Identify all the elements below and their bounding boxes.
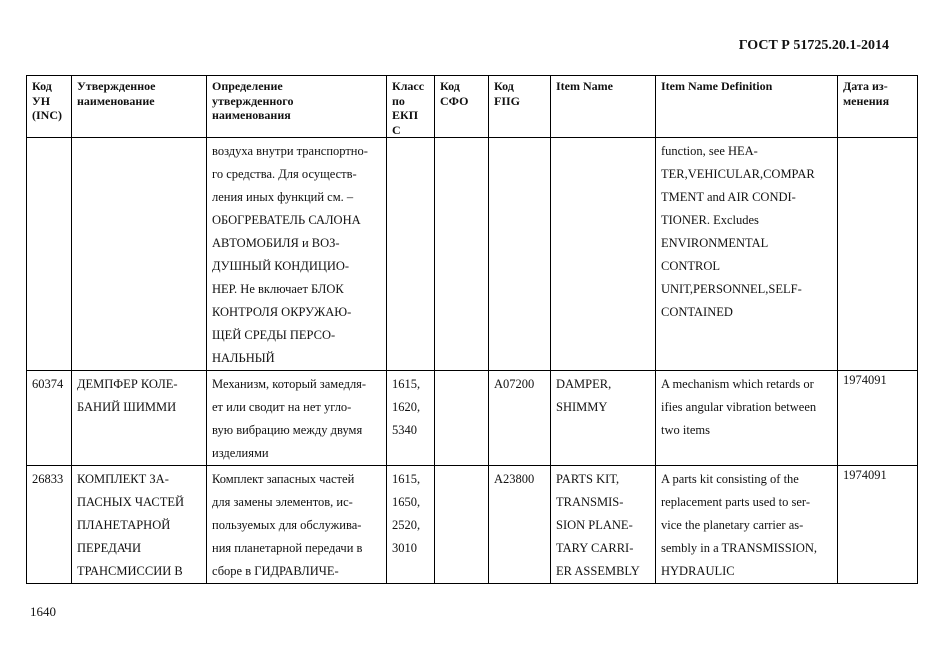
cell-date: 1974091 [838,466,918,584]
table-header-row [27,76,918,138]
cell-approved-name: ДЕМПФЕР КОЛЕ- БАНИЙ ШИММИ [72,371,207,466]
nomenclature-table [26,75,918,584]
cell-fsc [387,138,435,371]
cell-item-definition: function, see HEA- TER,VEHICULAR,COMPAR TMENT and AIR CONDI- TIONER. Excludes ENVIRONMENTAL CONTROL UNIT,PERSONNEL,SELF- CONTAINED [656,138,838,371]
header-change-date: Дата из- менения [838,76,918,138]
table-row [27,371,918,466]
cell-sfo [435,138,489,371]
cell-fsc: 1615, 1620, 5340 [387,371,435,466]
cell-approved-name: КОМПЛЕКТ ЗА- ПАСНЫХ ЧАСТЕЙ ПЛАНЕТАРНОЙ ПЕРЕДАЧИ ТРАНСМИССИИ В [72,466,207,584]
cell-date: 1974091 [838,371,918,466]
cell-inc [27,138,72,371]
cell-inc: 60374 [27,371,72,466]
cell-item-definition: A mechanism which retards or ifies angular vibration between two items [656,371,838,466]
cell-item-name: DAMPER, SHIMMY [551,371,656,466]
cell-fsc: 1615, 1650, 2520, 3010 [387,466,435,584]
header-approved-name: Утвержденное наименование [72,76,207,138]
cell-fiig: A07200 [489,371,551,466]
cell-fiig [489,138,551,371]
cell-sfo [435,466,489,584]
cell-fiig: A23800 [489,466,551,584]
page-number: 1640 [30,604,56,619]
table-row [27,466,918,584]
cell-definition: Комплект запасных частей для замены элементов, ис- пользуемых для обслужива- ния планетарной передачи в сборе в ГИДРАВЛИЧЕ- [207,466,387,584]
header-item-name-definition: Item Name Definition [656,76,838,138]
cell-definition: воздуха внутри транспортно- го средства. Для осуществ- ления иных функций см. – ОБОГРЕВАТЕЛЬ САЛОНА АВТОМОБИЛЯ и ВОЗ- ДУШНЫЙ КОНДИЦИО- НЕР. Не включает БЛОК КОНТРОЛЯ ОКРУЖАЮ- ЩЕЙ СРЕДЫ ПЕРСО- НАЛЬНЫЙ [207,138,387,371]
document-code: ГОСТ Р 51725.20.1-2014 [738,38,889,53]
header-inc: Код УН (INC) [27,76,72,138]
header-fsc-class: Класс по ЕКП С [387,76,435,138]
header-definition: Определение утвержденного наименования [207,76,387,138]
cell-item-name [551,138,656,371]
cell-definition: Механизм, который замедля- ет или сводит на нет угло- вую вибрацию между двумя изделиями [207,371,387,466]
cell-item-name: PARTS KIT, TRANSMIS- SION PLANE- TARY CARRI- ER ASSEMBLY [551,466,656,584]
header-sfo-code: Код СФО [435,76,489,138]
header-fiig-code: Код FIIG [489,76,551,138]
cell-date [838,138,918,371]
cell-sfo [435,371,489,466]
table-row [27,138,918,371]
cell-approved-name [72,138,207,371]
header-item-name: Item Name [551,76,656,138]
cell-item-definition: A parts kit consisting of the replacement parts used to ser- vice the planetary carrier as- sembly in a TRANSMISSION, HYDRAULIC [656,466,838,584]
cell-inc: 26833 [27,466,72,584]
